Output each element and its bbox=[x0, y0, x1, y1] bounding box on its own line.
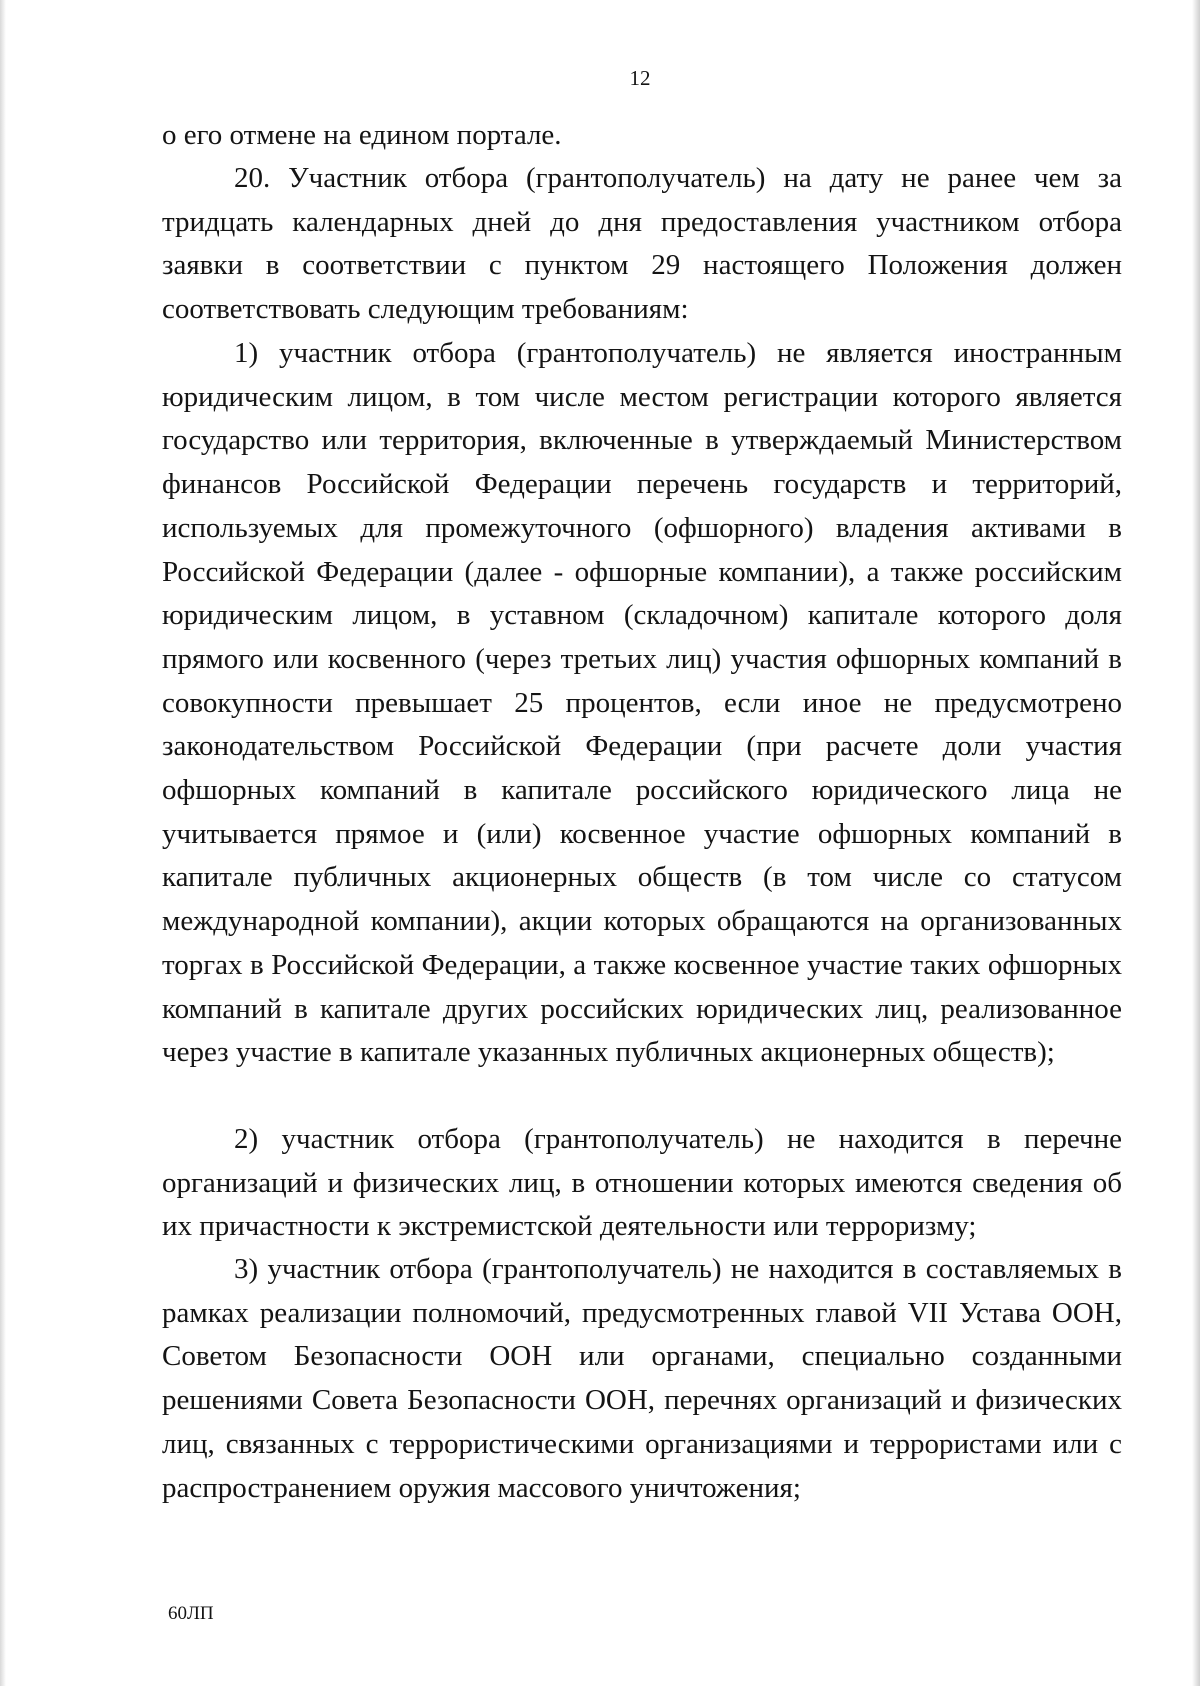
requirement-item-1-text: 1) участник отбора (грантополучатель) не является иностранным юридическим лицом, в том числе местом регистрации которого является государство или территория, включенные в утверждаемый Министерством финансов Российской Федерации перечень государств и территорий, используемых для промежуточного (офшорного) владения активами в Российской Федерации (далее - офшорные компании), а также российским юридическим лицом, в уставном (складочном) капитале которого доля прямого или косвенного (через третьих лиц) участия офшорных компаний в совокупности превышает 25 процентов, если иное не предусмотрено законодательством Российской Федерации (при расчете доли участия офшорных компаний в капитале российского юридического лица не учитывается прямое и (или) косвенное участие офшорных компаний в капитале публичных акционерных обществ (в том числе со статусом международной компании), акции которых обращаются на организованных торгах в Российской Федерации, а также косвенное участие таких офшорных компаний в капитале других российских юридических лиц, реализованное через участие в капитале указанных публичных акционерных обществ); bbox=[162, 337, 1122, 1069]
requirement-item-2 bbox=[162, 1118, 1122, 1249]
requirement-item-3-text: 3) участник отбора (грантополучатель) не находится в составляемых в рамках реализации полномочий, предусмотренных главой VII Устава ООН, Советом Безопасности ООН или органами, специально созданными решениями Совета Безопасности ООН, перечнях организаций и физических лиц, связанных с террористическими организациями и террористами или с распространением оружия массового уничтожения; bbox=[162, 1253, 1122, 1504]
requirement-item-1 bbox=[162, 332, 1122, 1075]
requirement-item-2-text: 2) участник отбора (грантополучатель) не находится в перечне организаций и физических лиц, в отношении которых имеются сведения об их причастности к экстремистской деятельности или терроризму; bbox=[162, 1123, 1122, 1243]
paragraph-20-text: 20. Участник отбора (грантополучатель) на дату не ранее чем за тридцать календарных дней до дня предоставления участником отбора заявки в соответствии с пунктом 29 настоящего Положения должен соответствовать следующим требованиям: bbox=[162, 162, 1122, 326]
continuation-line: о его отмене на едином портале. bbox=[162, 119, 562, 151]
scan-edge-right bbox=[1192, 0, 1200, 1686]
scan-edge-left bbox=[0, 0, 6, 1686]
requirement-item-3 bbox=[162, 1248, 1122, 1510]
paragraph-20 bbox=[162, 157, 1122, 332]
document-code: 60ЛП bbox=[168, 1603, 214, 1624]
page-number: 12 bbox=[629, 66, 651, 90]
